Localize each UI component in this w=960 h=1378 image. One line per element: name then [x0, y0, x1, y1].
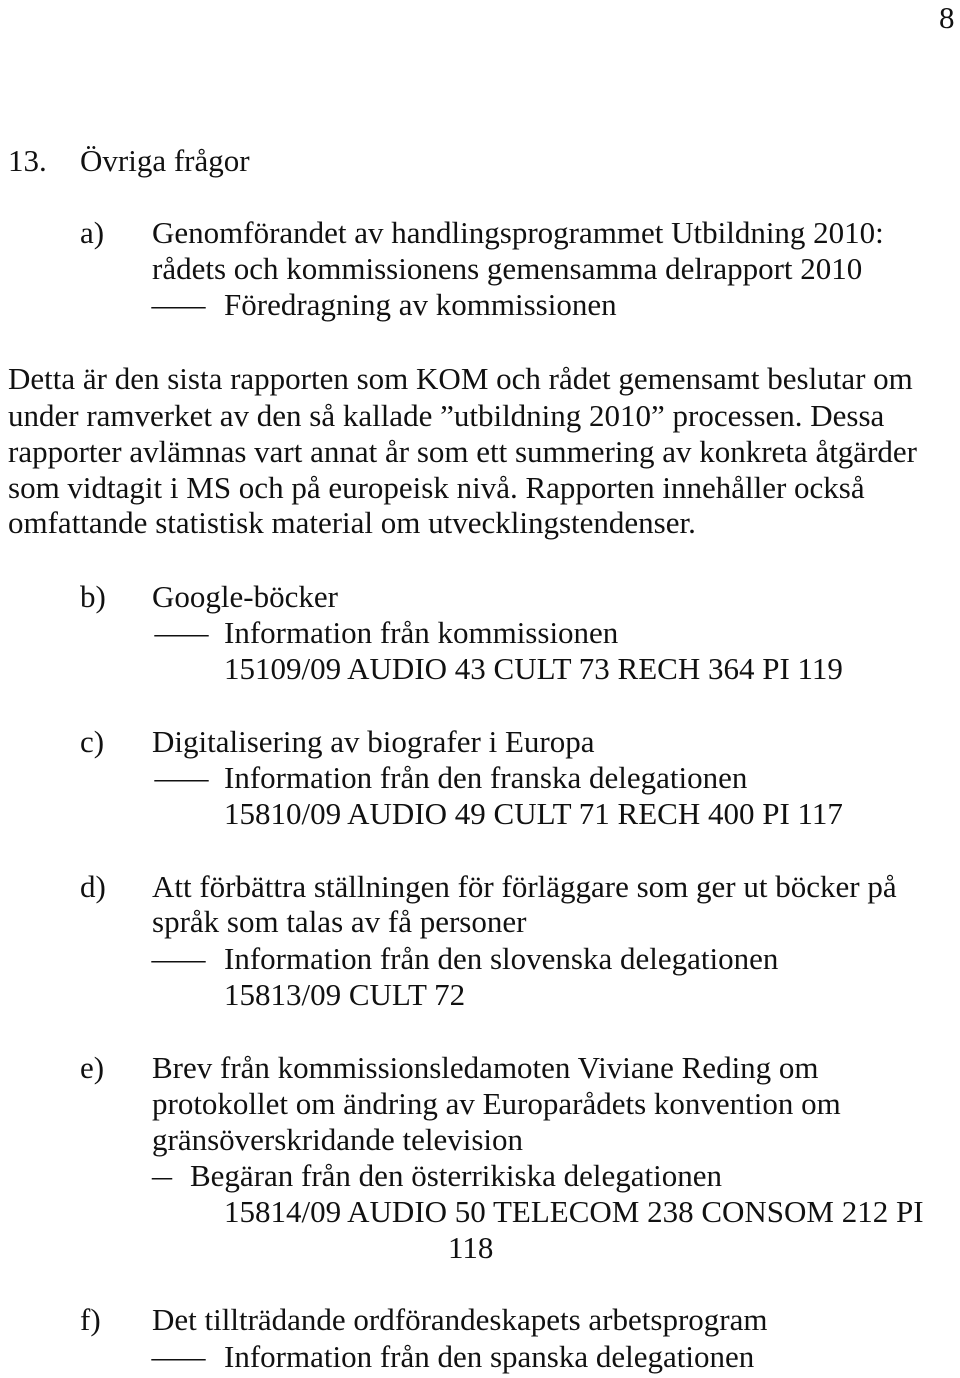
dash: –: [152, 1339, 206, 1374]
item-label: d): [80, 869, 106, 904]
item-reference: 118: [448, 1230, 494, 1265]
paragraph-line: Detta är den sista rapporten som KOM och rådet gemensamt beslutar om: [8, 361, 913, 396]
section-number: 13.: [8, 143, 47, 178]
item-subtitle: Föredragning av kommissionen: [224, 287, 617, 322]
item-title-line: rådets och kommissionens gemensamma delrapport 2010: [152, 251, 863, 286]
dash: –: [152, 1158, 172, 1193]
paragraph-line: rapporter avlämnas vart annat år som ett summering av konkreta åtgärder: [8, 434, 917, 469]
item-label: f): [80, 1302, 101, 1337]
item-reference: 15814/09 AUDIO 50 TELECOM 238 CONSOM 212 PI: [224, 1194, 924, 1229]
item-reference: 15109/09 AUDIO 43 CULT 73 RECH 364 PI 119: [224, 651, 843, 686]
item-subtitle: Information från kommissionen: [224, 615, 619, 650]
item-label: c): [80, 724, 105, 759]
item-title-line: Digitalisering av biografer i Europa: [152, 724, 595, 759]
item-title-line: protokollet om ändring av Europarådets konvention om: [152, 1086, 841, 1121]
paragraph-line: omfattande statistisk material om utvecklingstendenser.: [8, 505, 696, 540]
paragraph-line: som vidtagit i MS och på europeisk nivå. Rapporten innehåller också: [8, 470, 865, 505]
item-label: e): [80, 1050, 105, 1085]
item-title-line: Google-böcker: [152, 579, 338, 614]
paragraph-line: under ramverket av den så kallade ”utbildning 2010” processen. Dessa: [8, 398, 885, 433]
item-title-line: Att förbättra ställningen för förläggare som ger ut böcker på: [152, 869, 897, 904]
item-subtitle: Information från den spanska delegationen: [224, 1339, 755, 1374]
item-title-line: Brev från kommissionsledamoten Viviane Reding om: [152, 1050, 819, 1085]
item-label: a): [80, 215, 105, 250]
item-subtitle: Information från den slovenska delegationen: [224, 941, 779, 976]
item-reference: 15810/09 AUDIO 49 CULT 71 RECH 400 PI 117: [224, 796, 843, 831]
item-title-line: Det tillträdande ordförandeskapets arbetsprogram: [152, 1302, 768, 1337]
item-reference: 15813/09 CULT 72: [224, 977, 466, 1012]
page-number: 8: [939, 0, 955, 35]
dash: –: [155, 615, 209, 650]
item-subtitle: Begäran från den österrikiska delegationen: [190, 1158, 722, 1193]
item-subtitle: Information från den franska delegationen: [224, 760, 748, 795]
item-title-line: gränsöverskridande television: [152, 1122, 524, 1157]
dash: –: [152, 941, 206, 976]
item-label: b): [80, 579, 106, 614]
dash: –: [152, 287, 206, 322]
section-title: Övriga frågor: [80, 143, 250, 178]
item-title-line: Genomförandet av handlingsprogrammet Utbildning 2010:: [152, 215, 884, 250]
dash: –: [155, 760, 209, 795]
item-title-line: språk som talas av få personer: [152, 904, 527, 939]
